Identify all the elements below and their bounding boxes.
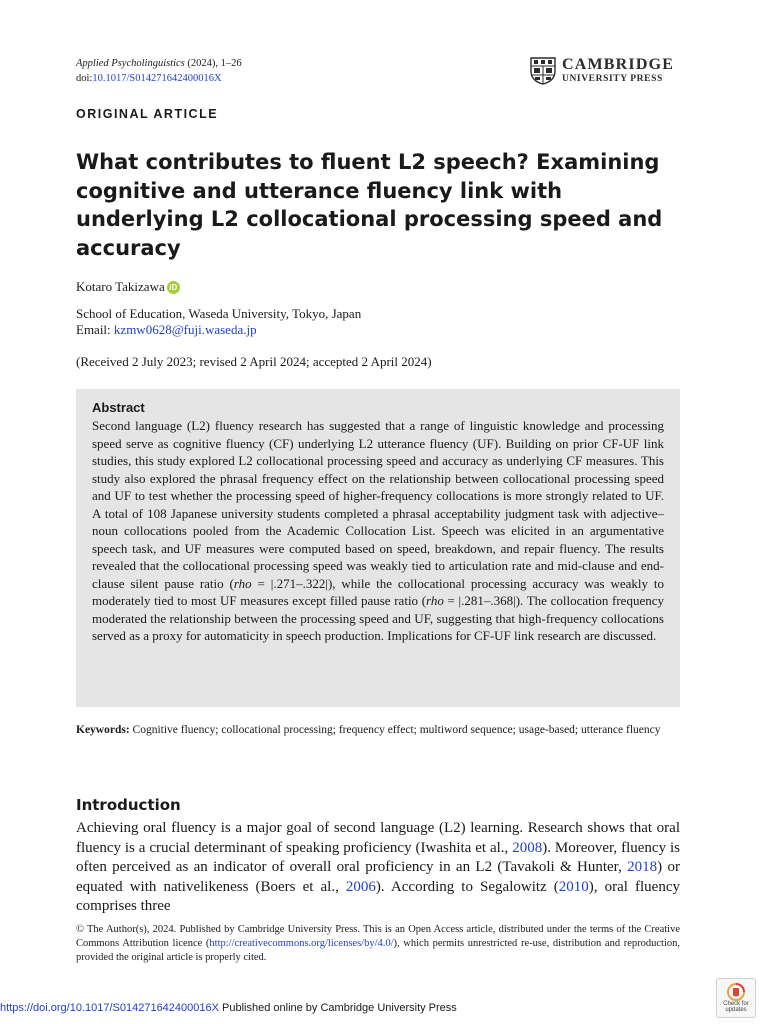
- rho-symbol: rho: [233, 575, 252, 591]
- citation-link[interactable]: 2008: [512, 839, 543, 856]
- article-dates: (Received 2 July 2023; revised 2 April 2024; accepted 2 April 2024): [76, 354, 432, 369]
- affiliation-block: [76, 306, 361, 338]
- page-footer: [0, 1002, 457, 1014]
- abstract-text-part: Second language (L2) fluency research has suggested that a range of linguistic knowledge and processing speed serve as cognitive fluency (CF) underlying L2 utterance fluency (UF). Building on prior CF-UF link studies, this study explored L2 collocational processing speed and accuracy as underlying CF measures. This study also explored the phrasal frequency effect on the relationship between collocational processing speed and UF to test whether the processing speed of higher-frequency collocations is more strongly related to UF. A total of 108 Japanese university students completed a phrasal acceptability judgment task with adjective–noun collocations pooled from the Academic Collocation List. Speech was elicited in an argumentative speech task, and UF measures were computed based on speed, breakdown, and repair fluency. The results revealed that the collocational processing speed was weakly tied to articulation rate and mid-clause and end-clause silent pause ratio (: [92, 418, 664, 591]
- abstract-text: [92, 417, 664, 645]
- author-name[interactable]: Kotaro Takizawa: [76, 279, 165, 294]
- doi-prefix: doi:: [76, 73, 93, 84]
- email-label: Email:: [76, 322, 114, 337]
- check-for-updates-button[interactable]: [716, 978, 756, 1018]
- journal-meta: (2024), 1–26: [184, 58, 242, 69]
- abstract-text-part: = |.271–.322|), while the collocational processing accuracy was weakly to moderately tied to most UF measures except filled pause ratio (: [92, 575, 664, 608]
- license-text: ), which permits unrestricted re-use, distribution and reproduction, provided the original article is properly cited.: [76, 938, 681, 963]
- keywords-label: Keywords:: [76, 724, 130, 736]
- citation-link[interactable]: 2010: [558, 878, 589, 895]
- check-updates-line: Check for: [723, 1000, 749, 1007]
- introduction-text: [76, 819, 680, 917]
- intro-text-part: ) or equated with nativelikeness (Boers et al.,: [76, 859, 680, 895]
- doi-link[interactable]: 10.1017/S014271642400016X: [92, 73, 222, 84]
- publisher-subname: UNIVERSITY PRESS: [562, 74, 663, 85]
- abstract-text-part: = |.281–.368|). The collocation frequency moderated the relationship between the processing speed and UF, suggesting that high-frequency collocations served as a proxy for automaticity in speech production. Implications for CF-UF link research are discussed.: [92, 593, 664, 643]
- cambridge-shield-icon: [530, 57, 556, 85]
- keywords-text: Cognitive fluency; collocational processing; frequency effect; multiword sequence; usage-based; utterance fluency: [129, 724, 661, 736]
- orcid-icon[interactable]: iD: [167, 281, 180, 294]
- footer-doi-link[interactable]: https://doi.org/10.1017/S014271642400016X: [0, 1002, 219, 1014]
- intro-text-part: ). Moreover, fluency is often perceived as an indicator of overall oral proficiency in an L2 (Tavakoli & Hunter,: [76, 839, 680, 875]
- check-updates-label: [723, 1001, 749, 1014]
- journal-citation: [76, 56, 242, 86]
- email-link[interactable]: kzmw0628@fuji.waseda.jp: [113, 322, 257, 337]
- license-text: © The Author(s), 2024. Published by Cambridge University Press. This is an Open Access article, distributed under the terms of the Creative Commons Attribution licence (: [76, 924, 680, 949]
- publisher-name: CAMBRIDGE: [562, 56, 675, 74]
- citation-link[interactable]: 2018: [627, 859, 658, 875]
- footer-published: Published online by Cambridge University Press: [218, 1002, 457, 1014]
- rho-symbol: rho: [426, 593, 444, 608]
- section-label: ORIGINAL ARTICLE: [76, 107, 219, 121]
- author-line: [76, 279, 180, 295]
- introduction-heading: Introduction: [76, 796, 181, 814]
- article-title: What contributes to fluent L2 speech? Examining cognitive and utterance fluency link with underlying L2 collocational processing speed and accuracy: [76, 150, 663, 260]
- intro-text-part: ). According to Segalowitz (: [375, 878, 559, 895]
- cambridge-logo: [530, 56, 680, 86]
- abstract-heading: Abstract: [92, 400, 145, 415]
- citation-link[interactable]: 2006: [345, 878, 376, 895]
- intro-text-part: ), oral fluency comprises three: [76, 878, 681, 914]
- journal-name: Applied Psycholinguistics: [76, 58, 185, 69]
- check-updates-icon: [727, 983, 745, 1001]
- keywords: [76, 723, 680, 738]
- intro-text-part: Achieving oral fluency is a major goal of second language (L2) learning. Research shows that oral fluency is a crucial determinant of speaking proficiency (Iwashita et al.,: [76, 820, 680, 856]
- affiliation: School of Education, Waseda University, Tokyo, Japan: [76, 306, 362, 321]
- license-footnote: [76, 923, 680, 965]
- license-link[interactable]: http://creativecommons.org/licenses/by/4.0/: [209, 938, 394, 949]
- check-updates-line: updates: [725, 1007, 747, 1013]
